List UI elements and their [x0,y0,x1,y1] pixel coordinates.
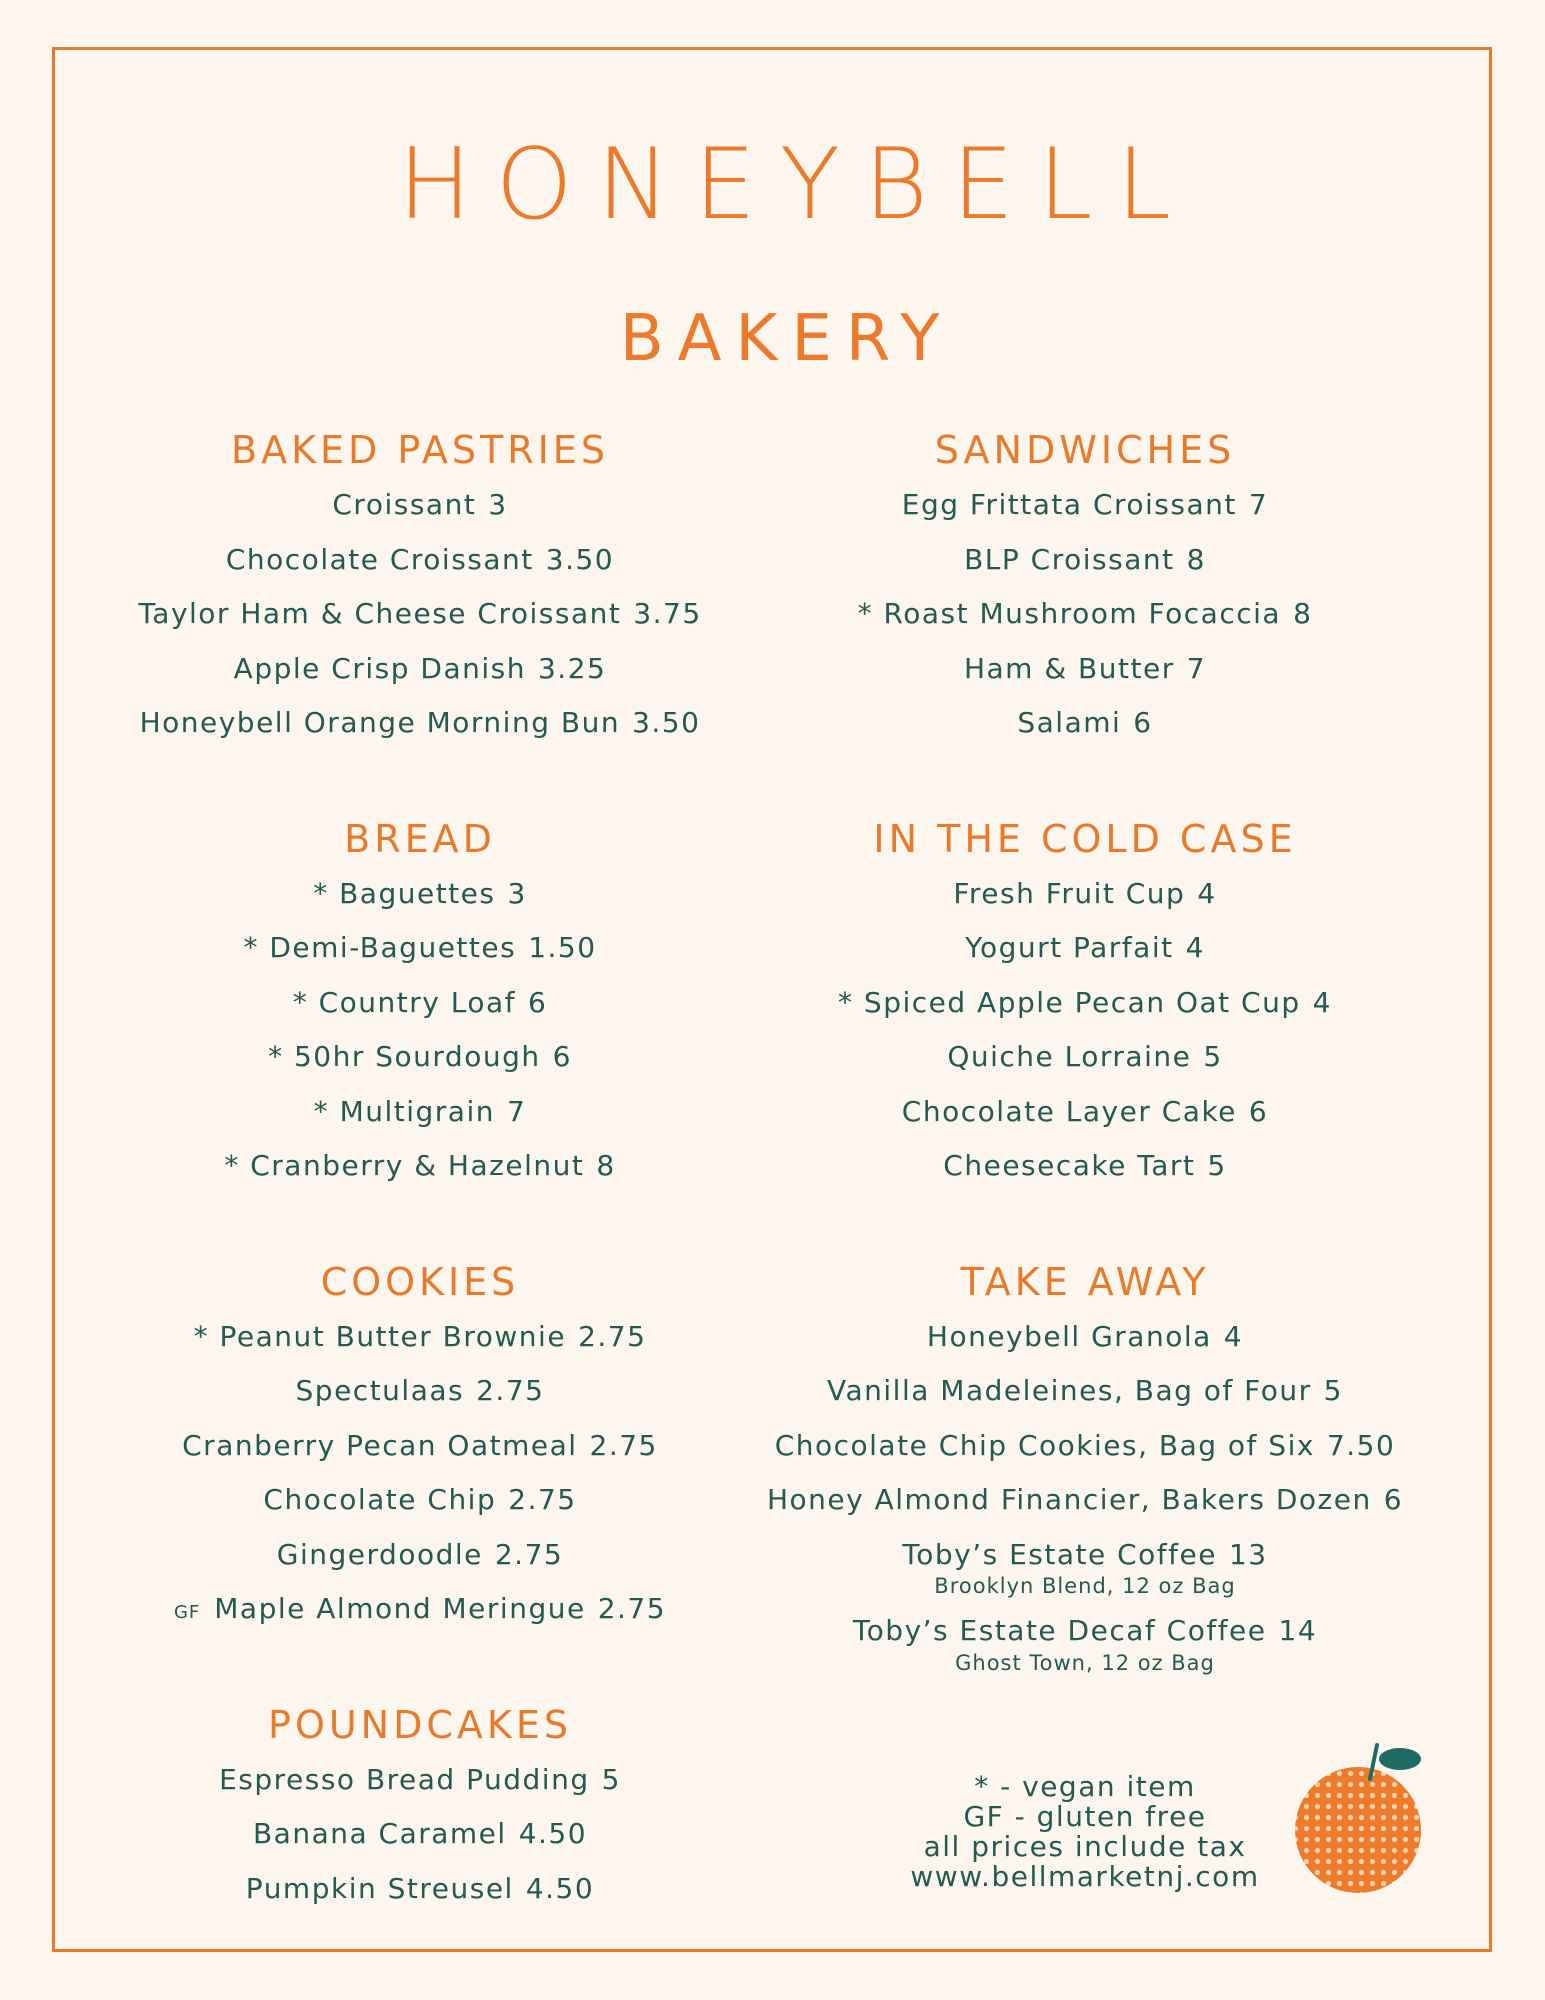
menu-item [735,587,1435,642]
menu-item [70,478,770,533]
item-name: Ham & Butter [963,651,1175,685]
item-price: 7.50 [1326,1428,1396,1462]
item-name: * Peanut Butter Brownie [193,1319,567,1353]
item-price: 4 [1185,931,1205,964]
menu-item [735,976,1435,1031]
item-name: Maple Almond Meringue [214,1592,586,1625]
item-name: Salami [1017,706,1122,739]
section-spacer [735,1194,1435,1254]
item-price: 6 [1133,706,1153,739]
menu-section-cookies [70,1254,770,1637]
item-name: Pumpkin Streusel [245,1871,514,1905]
menu-item [735,478,1435,533]
item-price: 2.75 [589,1428,658,1462]
item-name: * Baguettes [313,876,496,910]
menu-item [70,1085,770,1140]
item-price: 3.50 [632,706,701,739]
item-name: Spectulaas [295,1374,465,1407]
item-name: * Demi-Baguettes [243,931,517,964]
menu-item [70,587,770,642]
item-description: Ghost Town, 12 oz Bag [955,1650,1215,1675]
gluten-free-tag: GF [173,1602,201,1623]
section-spacer [70,1637,770,1697]
item-price: 2.75 [494,1537,564,1571]
menu-item [70,1419,770,1474]
section-title: BAKED PASTRIES [231,428,609,472]
section-spacer [70,1194,770,1254]
menu-section-poundcakes [70,1697,770,1917]
menu-legend [850,1772,1320,1892]
item-name: Honeybell Orange Morning Bun [139,706,621,739]
menu-item [70,1139,770,1194]
item-price: 6 [1248,1094,1269,1128]
item-price: 5 [1203,1040,1223,1073]
menu-section-take-away [735,1254,1435,1681]
legend-website: www.bellmarketnj.com [910,1860,1260,1893]
item-price: 8 [1293,597,1313,630]
menu-item [735,1030,1435,1085]
item-name: * Roast Mushroom Focaccia [857,597,1282,630]
item-price: 7 [1186,651,1207,685]
menu-item [735,642,1435,697]
section-title: TAKE AWAY [960,1259,1210,1304]
menu-section-bread [70,811,770,1194]
legend-tax: all prices include tax [923,1830,1247,1863]
section-title: COOKIES [320,1259,520,1304]
item-name: * Country Loaf [292,985,516,1019]
section-spacer [70,751,770,811]
section-title: BREAD [344,816,496,861]
item-price: 2.75 [508,1483,577,1516]
legend-gluten-free: GF - gluten free [963,1800,1207,1833]
menu-item [70,1528,770,1583]
menu-item [735,1364,1435,1419]
item-price: 1.50 [528,931,597,964]
menu-item [70,1807,770,1862]
menu-item [70,1862,770,1917]
menu-item [70,976,770,1031]
section-spacer [735,751,1435,811]
menu-item [735,921,1435,976]
item-name: * Cranberry & Hazelnut [224,1149,585,1182]
item-price: 4 [1197,876,1217,910]
item-price: 6 [1383,1483,1404,1516]
item-name: Honeybell Granola [926,1319,1212,1353]
menu-item [735,1473,1435,1528]
menu-item [70,1473,770,1528]
item-name: Honey Almond Financier, Bakers Dozen [766,1483,1372,1516]
menu-item [735,696,1435,751]
menu-item [70,1753,770,1808]
item-name: Apple Crisp Danish [233,651,526,685]
menu-section-baked-pastries [70,422,770,751]
section-title: POUNDCAKES [268,1702,572,1747]
menu-item [70,921,770,976]
menu-item [735,867,1435,922]
item-price: 5 [1207,1149,1227,1182]
item-price: 14 [1278,1614,1318,1647]
item-name: BLP Croissant [964,542,1175,576]
item-name: Gingerdoodle [276,1537,483,1571]
item-price: 2.75 [476,1374,545,1407]
item-price: 3 [507,876,527,910]
menu-item [735,1419,1435,1474]
menu-item [735,1310,1435,1365]
item-price: 3.25 [537,651,607,685]
menu-item [70,1364,770,1419]
item-price: 8 [1186,542,1206,576]
item-price: 13 [1228,1537,1268,1571]
item-price: 8 [596,1149,616,1182]
legend-vegan: * - vegan item [974,1770,1196,1803]
item-price: 6 [552,1040,572,1073]
item-name: Toby’s Estate Decaf Coffee [852,1614,1267,1647]
menu-item [70,867,770,922]
item-name: Yogurt Parfait [965,931,1174,964]
item-price: 5 [601,1762,621,1796]
item-name: Cheesecake Tart [943,1149,1196,1182]
menu-item [70,696,770,751]
menu-section-in-the-cold-case [735,811,1435,1194]
item-price: 4.50 [525,1871,595,1905]
item-name: Egg Frittata Croissant [901,488,1237,521]
menu-item [735,1085,1435,1140]
item-price: 4 [1223,1319,1244,1353]
item-price: 4.50 [518,1817,588,1850]
item-name: Fresh Fruit Cup [953,876,1186,910]
item-name: Espresso Bread Pudding [219,1762,590,1796]
menu-item [735,533,1435,588]
menu-item [70,642,770,697]
item-name: * Spiced Apple Pecan Oat Cup [838,985,1301,1019]
item-price: 7 [1248,488,1269,521]
item-name: Croissant [332,488,477,521]
item-name: Chocolate Chip Cookies, Bag of Six [774,1428,1315,1462]
section-title: SANDWICHES [934,428,1236,472]
menu-item [70,1582,770,1637]
item-price: 3.50 [545,542,615,576]
item-name: Quiche Lorraine [947,1040,1192,1073]
item-price: 4 [1312,985,1332,1019]
menu-section-sandwiches [735,422,1435,751]
item-name: Taylor Ham & Cheese Croissant [138,597,622,630]
item-description: Brooklyn Blend, 12 oz Bag [934,1574,1236,1598]
menu-item [735,1139,1435,1194]
item-price: 3.75 [633,597,702,630]
menu-item [70,1310,770,1365]
item-price: 7 [506,1094,527,1128]
brand-title: HONEYBELL [397,128,1196,242]
section-title: IN THE COLD CASE [873,816,1297,861]
item-name: Cranberry Pecan Oatmeal [182,1428,578,1462]
item-name: Vanilla Madeleines, Bag of Four [827,1374,1312,1407]
item-price: 2.75 [597,1592,667,1625]
item-name: Chocolate Layer Cake [901,1094,1237,1128]
item-name: * 50hr Sourdough [268,1040,541,1073]
item-name: Chocolate Croissant [225,542,534,576]
item-name: Toby’s Estate Coffee [902,1537,1217,1571]
menu-column-left [70,422,770,1916]
item-price: 5 [1323,1374,1343,1407]
brand-subtitle: BAKERY [619,302,954,376]
menu-column-right [735,422,1435,1681]
item-name: Chocolate Chip [263,1483,497,1516]
item-price: 3 [488,488,508,521]
menu-item [70,533,770,588]
orange-fruit-icon [1290,1735,1450,1895]
item-price: 6 [527,985,548,1019]
item-name: * Multigrain [313,1094,495,1128]
menu-item [70,1030,770,1085]
item-name: Banana Caramel [252,1817,507,1850]
item-price: 2.75 [578,1319,647,1353]
